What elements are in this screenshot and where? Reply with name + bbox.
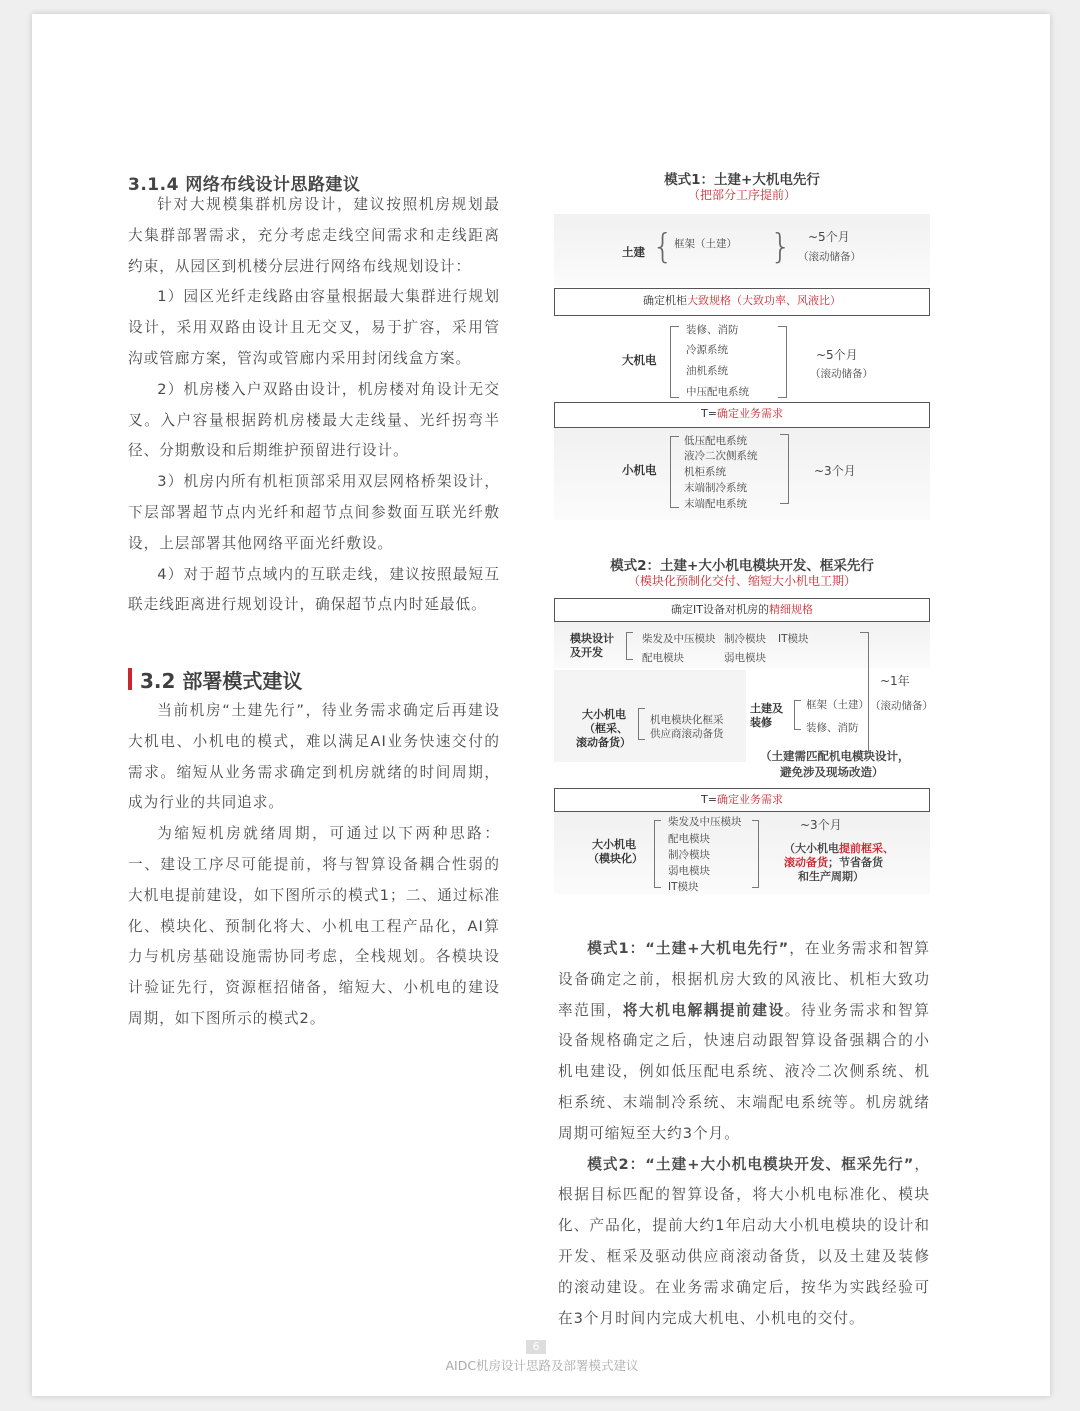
left-bracket-icon (654, 820, 661, 888)
diagram2-xjd-item: IT模块 (668, 881, 699, 893)
diagram2-xjd-label: 大小机电 (592, 838, 636, 851)
diagram2-module-item: 制冷模块 (724, 633, 766, 645)
diagram1-tujian-note: （滚动储备） (798, 251, 861, 263)
right-bracket-icon (752, 820, 759, 888)
diagram2-module-item: 柴发及中压模块 (642, 633, 716, 645)
diagram2-dxjd-item: 供应商滚动备货 (650, 728, 724, 740)
diagram2-note-3m-b: 提前框采、 (839, 842, 894, 855)
paragraph-item-4: 4）对于超节点域内的互联走线，建议按照最短互联走线距离进行规划设计，确保超节点内时延最低。 (128, 565, 500, 614)
mode1-label: 模式1：“土建+大机电先行” (587, 940, 790, 957)
document-page (32, 14, 1050, 1396)
paragraph-mode2 (558, 1150, 930, 1335)
diagram1-dajidian-item: 冷源系统 (686, 344, 728, 356)
diagram1-xiaojidian-item: 液冷二次侧系统 (684, 450, 758, 462)
diagram2-time-3m: ~3个月 (800, 818, 842, 832)
mode2-label: 模式2：“土建+大小机电模块开发、框采先行” (587, 1155, 915, 1173)
left-column-text (128, 190, 500, 621)
right-brace-icon: } (770, 227, 792, 267)
diagram1-business-bar (554, 402, 930, 428)
diagram1-dajidian-time: ~5个月 (816, 348, 858, 362)
diagram2-module-item: 弱电模块 (724, 652, 766, 664)
diagram2-bar1-red: 精细规格 (768, 603, 813, 616)
diagram1-tujian-item: 框架（土建） (674, 238, 737, 250)
diagram2-xjd-item: 制冷模块 (668, 849, 710, 861)
diagram2-tujian-item: 装修、消防 (806, 722, 859, 734)
left-bracket-icon (638, 708, 645, 740)
diagram1-subtitle: （把部分工序提前） (687, 188, 796, 202)
diagram2-xjd-item: 柴发及中压模块 (668, 816, 742, 828)
left-brace-icon: { (652, 227, 674, 267)
section-3-2-title: 3.2 部署模式建议 (140, 669, 303, 693)
paragraph-item-1: 1）园区光纤走线路由容量根据最大集群进行规划设计，采用双路由设计且无交叉，易于扩容，采用管沟或管廊方案，管沟或管廊内采用封闭线盒方案。 (128, 288, 500, 367)
diagram2-note-3m-d: ；节省备货 (828, 856, 883, 869)
mode1-bold: 将大机电解耦提前建设 (622, 1001, 785, 1019)
diagram1-cabinet-spec-bar (554, 288, 930, 316)
diagram1-bar2-red: 确定业务需求 (716, 407, 783, 420)
right-bracket-icon (860, 632, 869, 752)
diagram1-dajidian-item: 中压配电系统 (686, 386, 749, 398)
diagram2-dxjd-label: 滚动备货） (576, 736, 631, 749)
diagram2-module-label: 及开发 (570, 646, 603, 659)
diagram1-dajidian-item: 装修、消防 (686, 324, 739, 336)
diagram1-xiaojidian-time: ~3个月 (814, 464, 856, 478)
diagram2-bar2-red: 确定业务需求 (716, 793, 783, 806)
diagram2-title: 模式2：土建+大小机电模块开发、框采先行 (610, 558, 874, 574)
diagram1-bar2-prefix: T= (701, 407, 717, 420)
diagram2-tujian-item: 框架（土建） (806, 699, 869, 711)
diagram2-red-note: 避免涉及现场改造） (780, 765, 884, 779)
paragraph-intro: 针对大规模集群机房设计，建议按照机房规划最大集群部署需求，充分考虑走线空间需求和走线距离约束，从园区到机楼分层进行网络布线规划设计： (128, 196, 500, 275)
diagram2-dxjd-label: 大小机电 (582, 708, 626, 721)
diagram2-module-item: 配电模块 (642, 652, 684, 664)
footer-title: AIDC机房设计思路及部署模式建议 (445, 1358, 639, 1373)
diagram1-dajidian-item: 油机系统 (686, 365, 728, 377)
diagram2-business-bar (554, 788, 930, 812)
diagram1-xiaojidian-item: 末端制冷系统 (684, 482, 747, 494)
mode2-text: ，根据目标匹配的智算设备，将大小机电标准化、模块化、产品化，提前大约1年启动大小机电模块的设计和开发、框采及驱动供应商滚动备货，以及土建及装修的滚动建设。在业务需求确定后，按华为实践经验可在3个月时间内完成大机电、小机电的交付。 (558, 1155, 930, 1327)
diagram2-roll-note: （滚动储备） (870, 700, 933, 712)
diagram2-time-1y: ~1年 (880, 674, 910, 688)
paragraph-two-approaches: 为缩短机房就绪周期，可通过以下两种思路：一、建设工序尽可能提前，将与智算设备耦合性弱的大机电提前建设，如下图所示的模式1；二、通过标准化、模块化、预制化将大、小机电工程产品化，AI算力与机房基础设施需协同考虑，全栈规划。各模块设计验证先行，资源框招储备，缩短大、小机电的建设周期，如下图所示的模式2。 (128, 825, 500, 1027)
diagram2-xjd-label: （模块化） (588, 852, 643, 865)
diagram2-note-3m-c: 滚动备货 (784, 856, 828, 869)
diagram2-note-3m-a: （大小机电 (784, 842, 839, 855)
page-number: 6 (526, 1340, 546, 1354)
paragraph-mode1 (558, 934, 930, 1150)
diagram1-title: 模式1：土建+大机电先行 (664, 172, 820, 188)
diagram2-bar1-prefix: 确定IT设备对机房的 (671, 603, 769, 616)
right-column-text (558, 934, 930, 1334)
section-accent-bar (128, 668, 132, 690)
diagram2-it-spec-bar (554, 598, 930, 622)
diagram1-tujian-band (554, 214, 930, 286)
diagram1-xiaojidian-label: 小机电 (622, 463, 657, 477)
diagram2-tujian-label: 装修 (750, 716, 772, 729)
diagram1-tujian-label: 土建 (622, 245, 645, 259)
paragraph-current-mode: 当前机房“土建先行”，待业务需求确定后再建设大机电、小机电的模式，难以满足AI业务快速交付的需求。缩短从业务需求确定到机房就绪的时间周期，成为行业的共同追求。 (128, 702, 500, 812)
diagram1-bar1-red: 大致规格（大致功率、风液比） (687, 294, 841, 307)
diagram2-bar2-prefix: T= (701, 793, 717, 806)
section-3-2-body (128, 696, 500, 1035)
paragraph-item-3: 3）机房内所有机柜顶部采用双层网格桥架设计，下层部署超节点内光纤和超节点间参数面互联光纤敷设，上层部署其他网络平面光纤敷设。 (128, 473, 500, 552)
diagram2-red-note: （土建需匹配机电模块设计， (760, 749, 910, 763)
diagram1-tujian-time: ~5个月 (808, 230, 850, 244)
right-bracket-icon (778, 326, 787, 398)
diagram2-tujian-label: 土建及 (750, 702, 783, 715)
diagram2-note-3m: 和生产周期） (798, 870, 864, 883)
diagram2-dxjd-label: （框采、 (584, 722, 628, 735)
left-bracket-icon (670, 326, 679, 398)
diagram2-module-item: IT模块 (778, 633, 809, 645)
paragraph-item-2: 2）机房楼入户双路由设计，机房楼对角设计无交叉。入户容量根据跨机房楼最大走线量、光纤拐弯半径、分期敷设和后期维护预留进行设计。 (128, 380, 500, 460)
diagram2-module-label: 模块设计 (570, 632, 614, 645)
mode1-text-b: 。待业务需求和智算设备规格确定之后，快速启动跟智算设备强耦合的小机电建设，例如低压配电系统、液冷二次侧系统、机柜系统、末端制冷系统、末端配电系统等。机房就绪周期可缩短至大约3个月。 (558, 1001, 930, 1142)
diagram2-subtitle: （模块化预制化交付、缩短大小机电工期） (627, 574, 856, 588)
right-bracket-icon (780, 434, 789, 504)
diagram1-xiaojidian-item: 机柜系统 (684, 466, 726, 478)
mode1-text-a: ，在业务需求和智算设备确定之前，根据机房大致的风液比、机柜大致功率范围， (558, 940, 930, 1019)
diagram1-dajidian-note: （滚动储备） (810, 368, 873, 380)
left-bracket-icon (670, 436, 679, 508)
left-bracket-icon (626, 632, 633, 660)
diagram2-xjd-item: 弱电模块 (668, 865, 710, 877)
diagram1-bar1-prefix: 确定机柜 (643, 294, 687, 307)
diagram1-xiaojidian-item: 低压配电系统 (684, 435, 747, 447)
left-bracket-icon (794, 700, 801, 730)
diagram2-dxjd-item: 机电模块化框采 (650, 714, 724, 726)
diagram2-xjd-item: 配电模块 (668, 833, 710, 845)
section-3-1-4-title: 3.1.4 网络布线设计思路建议 (128, 175, 361, 195)
diagram1-xiaojidian-item: 末端配电系统 (684, 498, 747, 510)
diagram1-dajidian-label: 大机电 (622, 353, 657, 367)
